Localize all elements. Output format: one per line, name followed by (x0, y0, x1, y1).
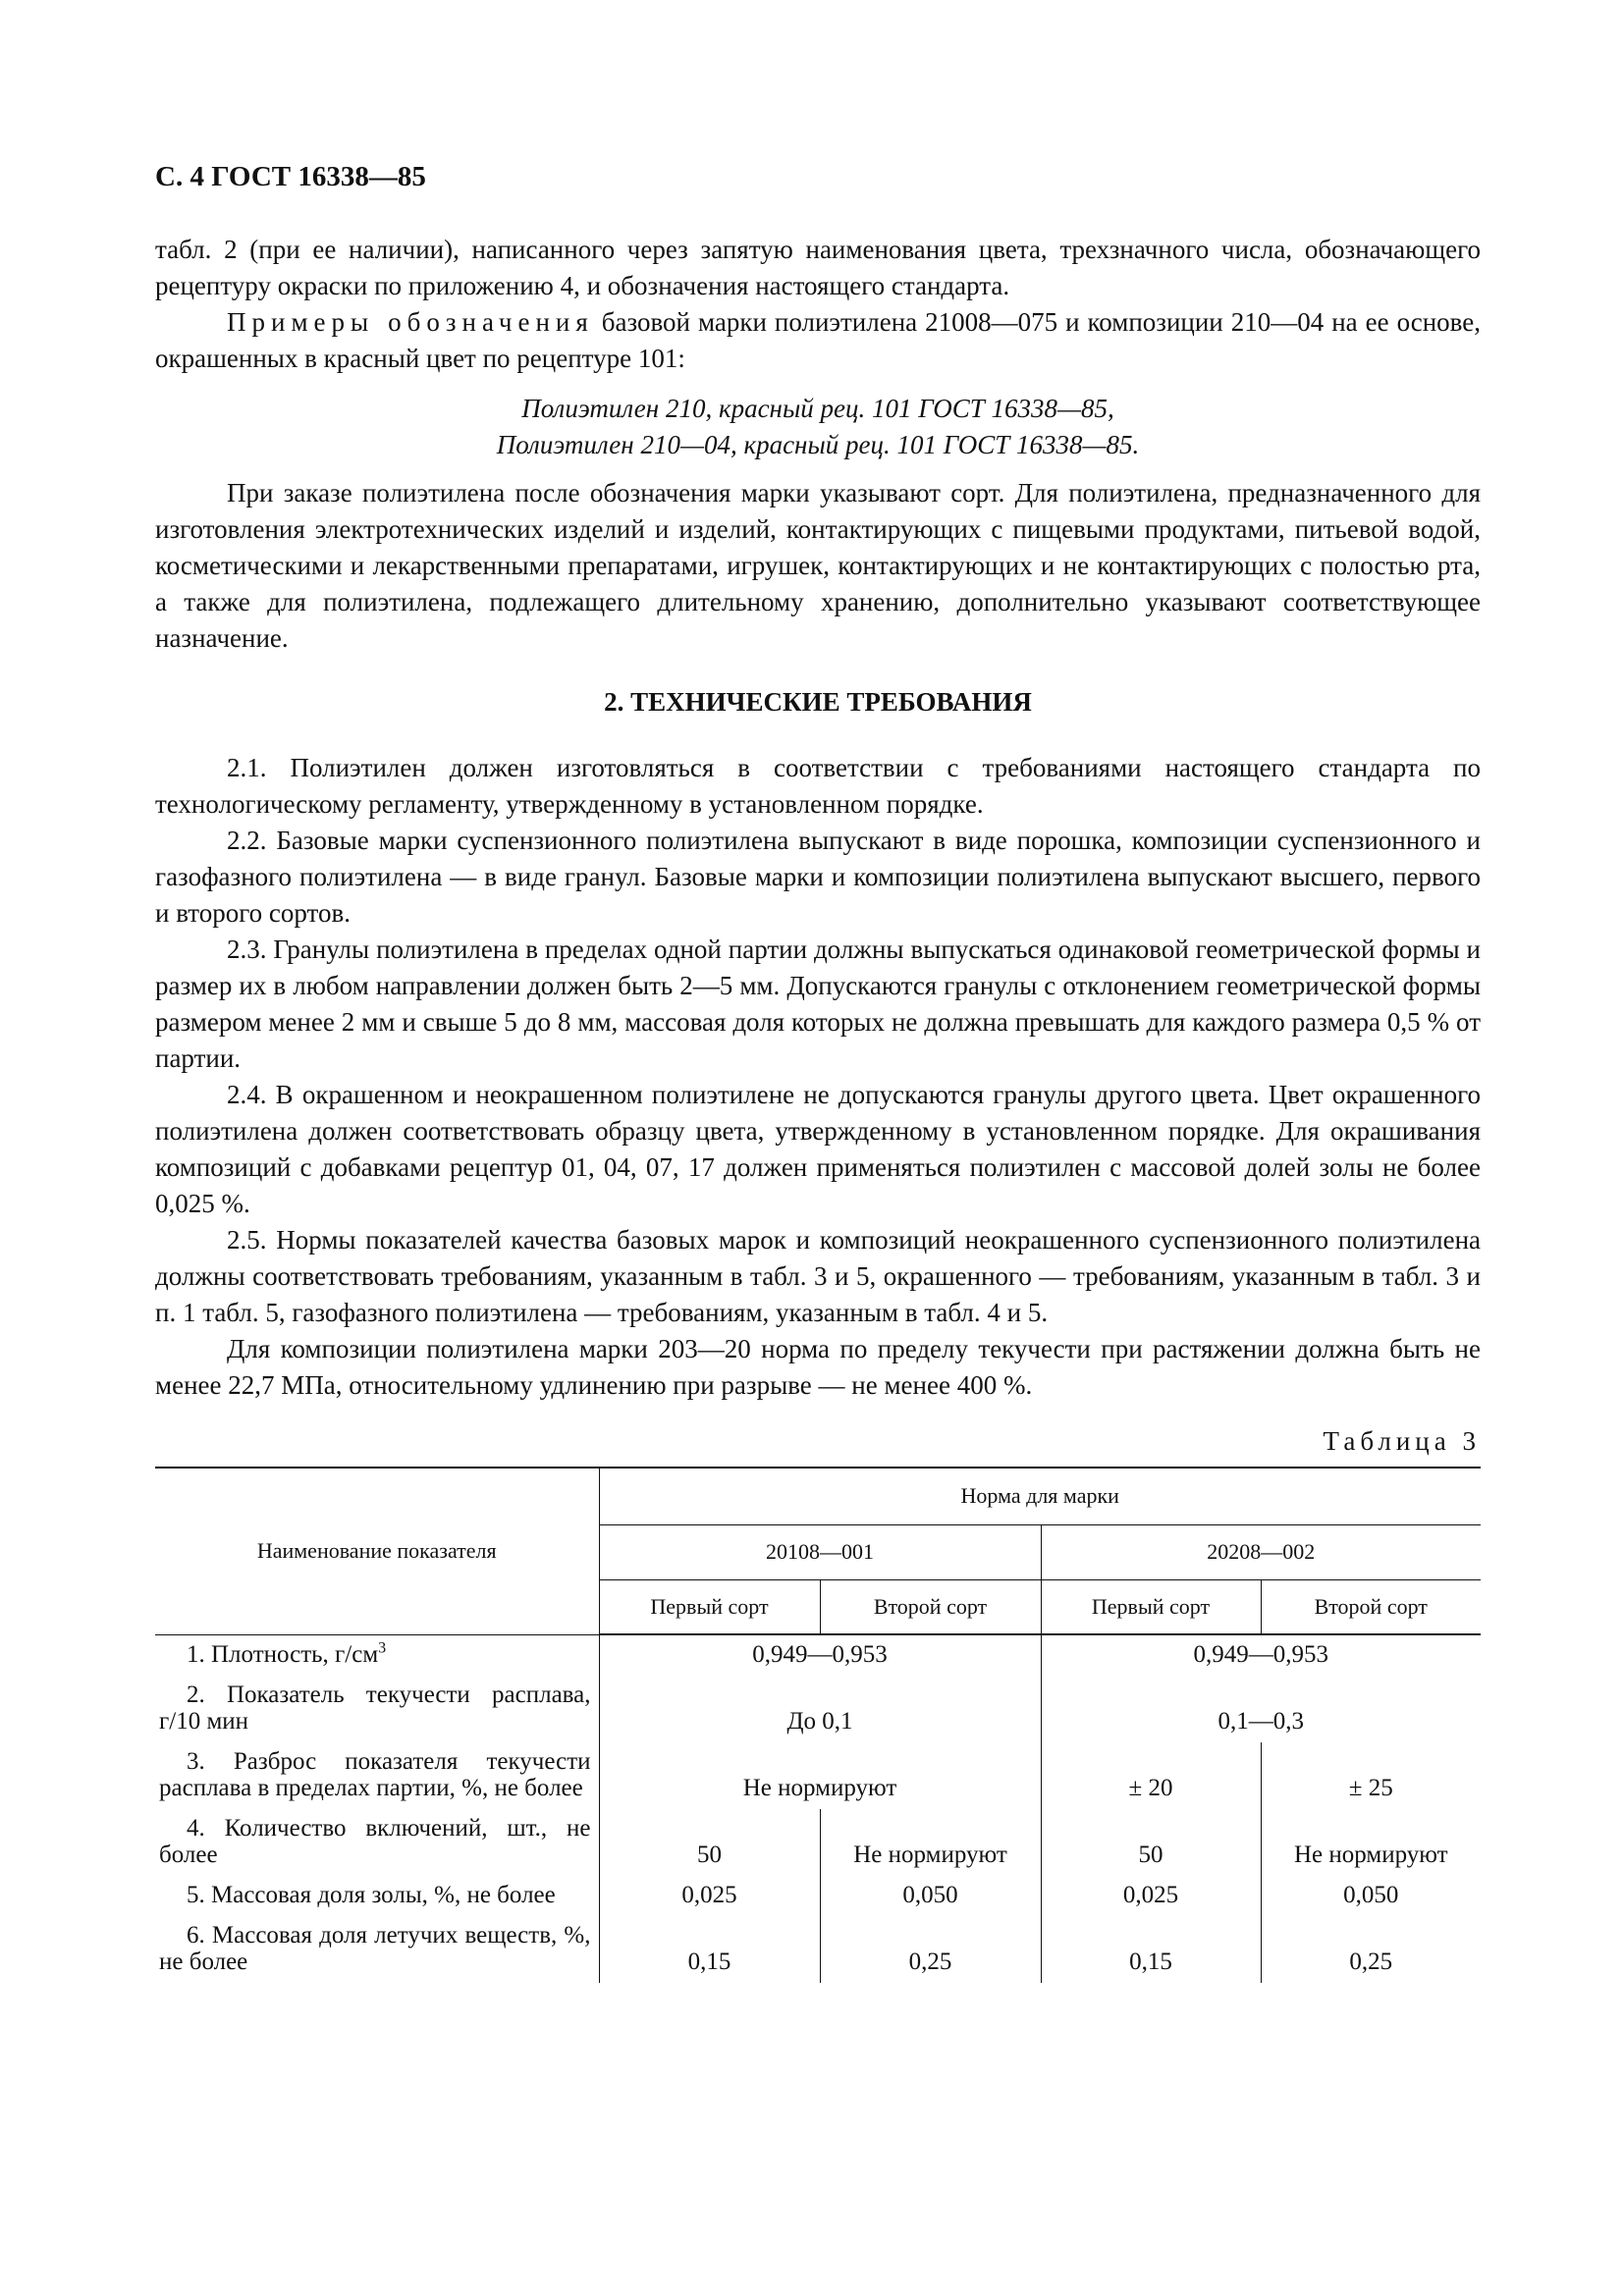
header-sort-2-a: Второй сорт (820, 1579, 1041, 1634)
clause-2-3: 2.3. Гранулы полиэтилена в пределах одной партии должны выпускаться одинаковой геометрической формы и размер их в любом направлении должен быть 2—5 мм. Допускаются гранулы с отклонением геометрической формы размером менее 2 мм и свыше 5 до 8 мм, массовая доля которых не должна превышать для каждого размера 0,5 % от партии. (155, 934, 1481, 1073)
header-sort-2-b: Второй сорт (1261, 1579, 1481, 1634)
clause-2-1: 2.1. Полиэтилен должен изготовляться в соответствии с требованиями настоящего стандарта по технологическому регламенту, утвержденному в установленном порядке. (155, 753, 1481, 819)
cell-value: 0,025 (599, 1876, 820, 1916)
designation-examples (155, 391, 1481, 463)
table-row (155, 1742, 1481, 1809)
clause-2-5-note: Для композиции полиэтилена марки 203—20 норма по пределу текучести при растяжении должна быть не менее 22,7 МПа, относительному удлинению при разрыве — не менее 400 %. (155, 1334, 1481, 1400)
cell-value: 0,050 (1343, 1882, 1399, 1908)
header-grade-20208: 20208—002 (1041, 1524, 1481, 1579)
intro-paragraph: табл. 2 (при ее наличии), написанного через запятую наименования цвета, трехзначного числа, обозначающего рецептуру окраски по приложению 4, и обозначения настоящего стандарта. (155, 235, 1481, 300)
section-title: 2. ТЕХНИЧЕСКИЕ ТРЕБОВАНИЯ (604, 687, 1032, 717)
cell-value: До 0,1 (599, 1676, 1041, 1742)
table-label: Таблица 3 (1323, 1426, 1481, 1456)
cell-value: 0,949—0,953 (1193, 1641, 1328, 1668)
examples-paragraph (155, 304, 1481, 377)
table-3 (155, 1467, 1481, 1983)
examples-label: Примеры обозначения (227, 307, 594, 337)
cell-value: Не нормируют (820, 1809, 1041, 1876)
cell-value: 0,15 (599, 1916, 820, 1983)
cell-value: ± 25 (1348, 1775, 1393, 1801)
header-sort-1-b: Первый сорт (1041, 1579, 1261, 1634)
cell-value: 0,25 (820, 1916, 1041, 1983)
table-row (155, 1916, 1481, 1983)
table-row (155, 1676, 1481, 1742)
order-paragraph: При заказе полиэтилена после обозначения марки указывают сорт. Для полиэтилена, предназначенного для изготовления электротехнических изделий и изделий, контактирующих с пищевыми продуктами, питьевой водой, косметическими и лекарственными препаратами, игрушек, контактирующих и не контактирующих с полостью рта, а также для полиэтилена, подлежащего длительному хранению, дополнительно указывают соответствующее назначение. (155, 478, 1481, 653)
example-line-2: Полиэтилен 210—04, красный рец. 101 ГОСТ 16338—85. (496, 430, 1140, 459)
row-name: 6. Массовая доля летучих веществ, %, не более (155, 1916, 599, 1983)
page-header: С. 4 ГОСТ 16338—85 (155, 161, 426, 192)
header-indicator-name: Наименование показателя (155, 1468, 599, 1634)
table-row (155, 1876, 1481, 1916)
cell-value: 0,1—0,3 (1217, 1708, 1304, 1735)
cell-value: 0,949—0,953 (599, 1634, 1041, 1676)
row-name: 2. Показатель текучести расплава, г/10 мин (155, 1676, 599, 1742)
example-line-1: Полиэтилен 210, красный рец. 101 ГОСТ 16338—85, (521, 394, 1114, 423)
cell-value: 50 (1041, 1809, 1261, 1876)
cell-value: 50 (599, 1809, 820, 1876)
row-name: 1. Плотность, $г/см^3$ (155, 1634, 599, 1676)
cell-value: 0,025 (1041, 1876, 1261, 1916)
cell-value: Не нормируют (599, 1742, 1041, 1809)
cell-value: ± 20 (1041, 1742, 1261, 1809)
table-row (155, 1634, 1481, 1676)
cell-value: 0,15 (1041, 1916, 1261, 1983)
header-norm: Норма для марки (599, 1468, 1481, 1524)
table-row (155, 1809, 1481, 1876)
clause-2-2: 2.2. Базовые марки суспензионного полиэтилена выпускают в виде порошка, композиции суспензионного и газофазного полиэтилена — в виде гранул. Базовые марки и композиции полиэтилена выпускают высшего, первого и второго сортов. (155, 826, 1481, 928)
body-text (155, 232, 1481, 1983)
clause-2-4: 2.4. В окрашенном и неокрашенном полиэтилене не допускаются гранулы другого цвета. Цвет окрашенного полиэтилена должен соответствовать образцу цвета, утвержденному в установленном порядке. Для окрашивания композиций с добавками рецептур 01, 04, 07, 17 должен применяться полиэтилен с массовой долей золы не более 0,025 %. (155, 1080, 1481, 1218)
cell-value: 0,050 (820, 1876, 1041, 1916)
header-sort-1-a: Первый сорт (599, 1579, 820, 1634)
row-name: 4. Количество включений, шт., не более (155, 1809, 599, 1876)
header-grade-20108: 20108—001 (599, 1524, 1041, 1579)
clause-2-5: 2.5. Нормы показателей качества базовых марок и композиций неокрашенного суспензионного полиэтилена должны соответствовать требованиям, указанным в табл. 3 и 5, окрашенного — требованиям, указанным в табл. 3 и п. 1 табл. 5, газофазного полиэтилена — требованиям, указанным в табл. 4 и 5. (155, 1225, 1481, 1327)
row-name: 5. Массовая доля золы, %, не более (155, 1876, 599, 1916)
cell-value: 0,25 (1349, 1949, 1393, 1975)
row-name: 3. Разброс показателя текучести расплава в пределах партии, %, не более (155, 1742, 599, 1809)
cell-value: Не нормируют (1293, 1842, 1448, 1868)
examples-text: базовой марки полиэтилена 21008—075 и композиции 210—04 на ее основе, окрашенных в красный цвет по рецептуре 101: (155, 307, 1482, 373)
